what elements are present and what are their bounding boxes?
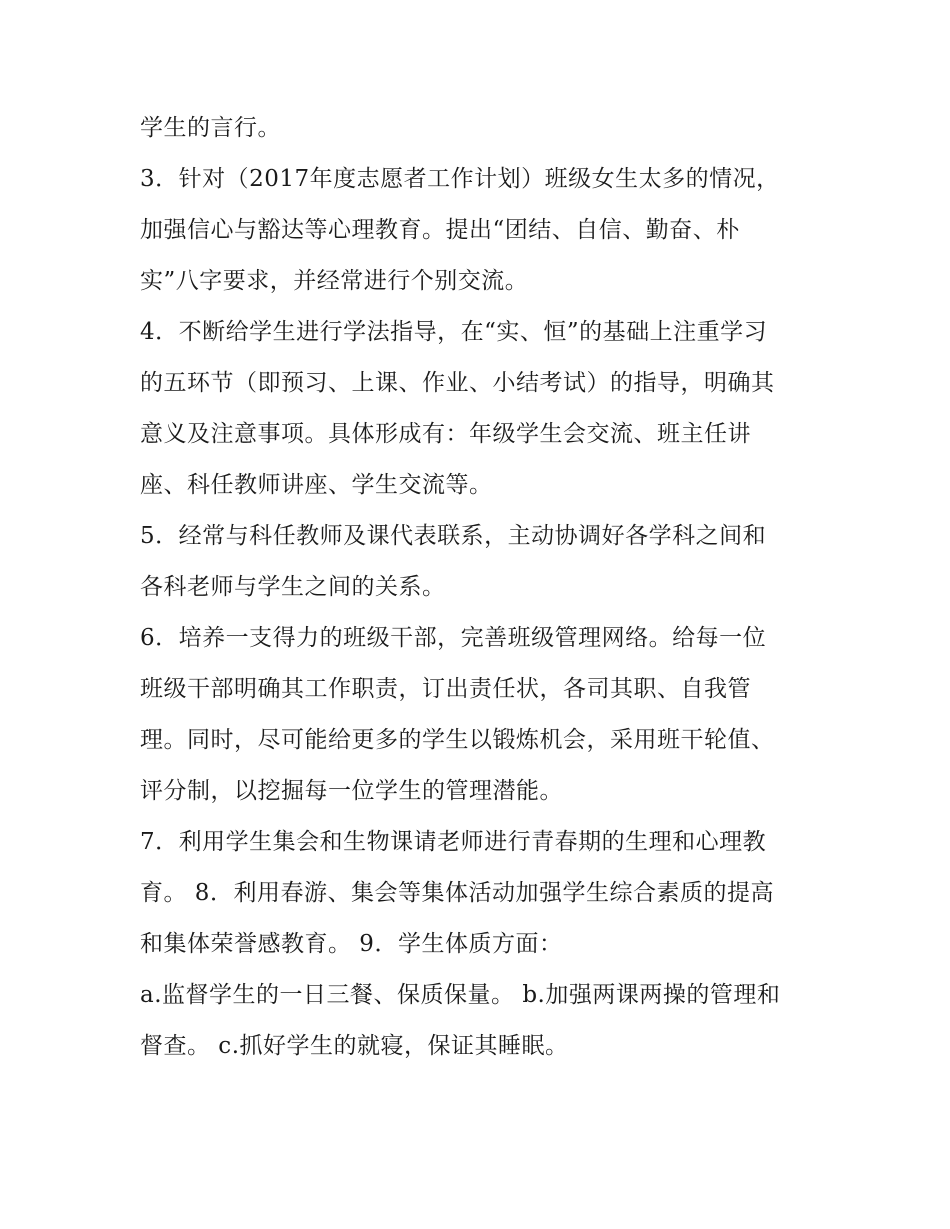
text-line: 各科老师与学生之间的关系。 <box>140 574 446 600</box>
text-line: 督查。 c.抓好学生的就寝，保证其睡眠。 <box>140 1033 569 1059</box>
text-line: 实”八字要求，并经常进行个别交流。 <box>140 268 529 294</box>
text-line: a.监督学生的一日三餐、保质保量。 b.加强两课两操的管理和 <box>140 982 781 1008</box>
text-line: 学生的言行。 <box>140 115 281 141</box>
text-line: 的五环节（即预习、上课、作业、小结考试）的指导，明确其 <box>140 370 775 396</box>
text-line: 6．培养一支得力的班级干部，完善班级管理网络。给每一位 <box>140 625 767 651</box>
text-line: 5．经常与科任教师及课代表联系，主动协调好各学科之间和 <box>140 523 767 549</box>
text-line: 3．针对（2017年度志愿者工作计划）班级女生太多的情况， <box>140 166 780 192</box>
text-line: 4．不断给学生进行学法指导，在“实、恒”的基础上注重学习 <box>140 319 768 345</box>
text-line: 加强信心与豁达等心理教育。提出“团结、自信、勤奋、朴 <box>140 217 740 243</box>
text-line: 和集体荣誉感教育。 9．学生体质方面： <box>140 931 563 957</box>
text-line: 班级干部明确其工作职责，订出责任状，各司其职、自我管 <box>140 676 751 702</box>
text-line: 座、科任教师讲座、学生交流等。 <box>140 472 493 498</box>
text-line: 评分制，以挖掘每一位学生的管理潜能。 <box>140 778 563 804</box>
text-line: 7．利用学生集会和生物课请老师进行青春期的生理和心理教 <box>140 829 767 855</box>
text-line: 理。同时，尽可能给更多的学生以锻炼机会，采用班干轮值、 <box>140 727 775 753</box>
text-line: 意义及注意事项。具体形成有：年级学生会交流、班主任讲 <box>140 421 751 447</box>
text-line: 育。 8．利用春游、集会等集体活动加强学生综合素质的提高 <box>140 880 774 906</box>
document-body <box>140 109 820 1078</box>
